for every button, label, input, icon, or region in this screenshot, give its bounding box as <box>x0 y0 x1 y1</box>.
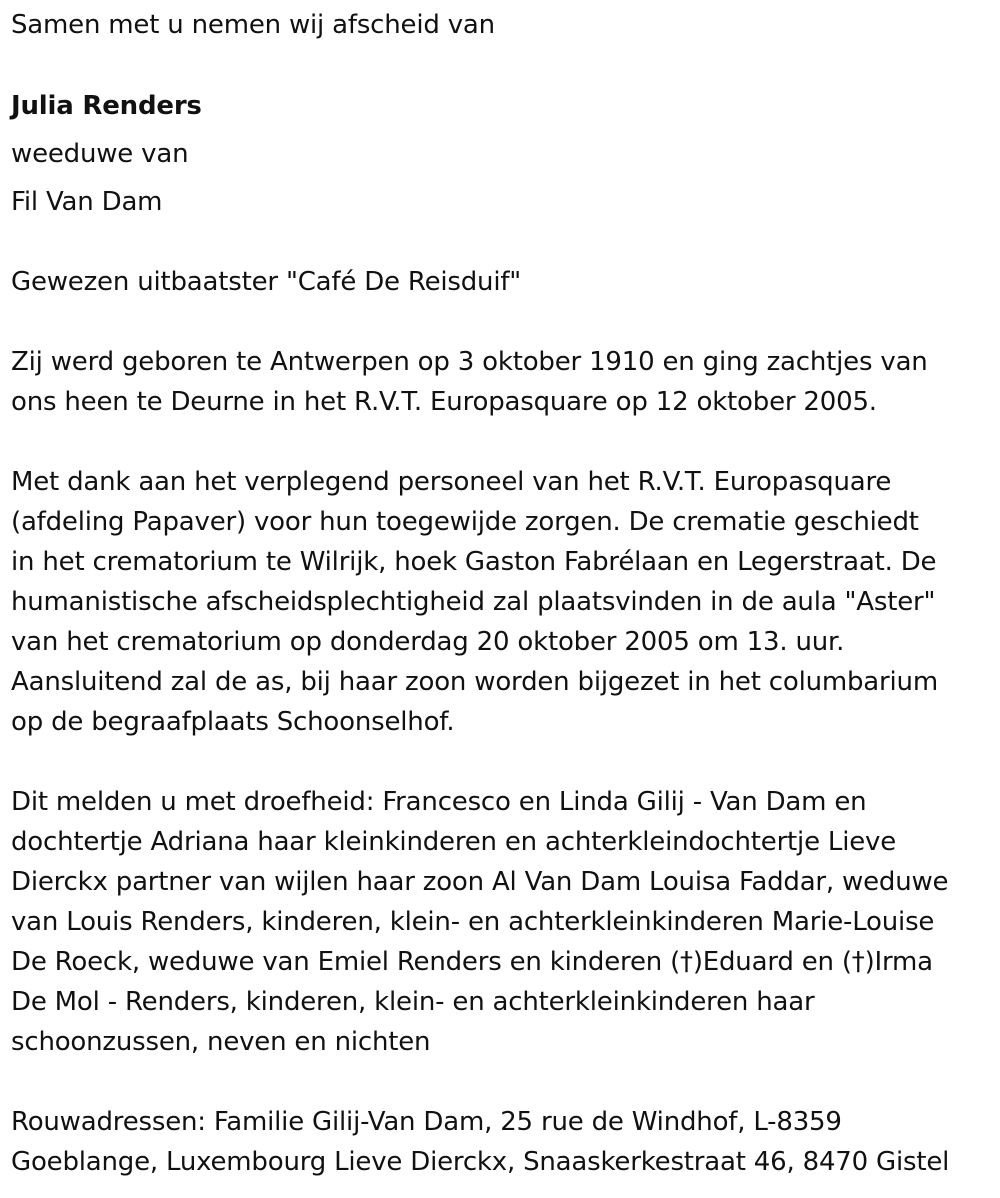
occupation-text: Gewezen uitbaatster "Café De Reisduif" <box>11 267 522 297</box>
mourners-line: Dierckx partner van wijlen haar zoon Al Van Dam Louisa Faddar, weduwe <box>11 867 949 897</box>
mourners-line: De Roeck, weduwe van Emiel Renders en kinderen (†)Eduard en (†)Irma <box>11 947 933 977</box>
birth-death-line: ons heen te Deurne in het R.V.T. Europasquare op 12 oktober 2005. <box>11 387 877 417</box>
ceremony-line: (afdeling Papaver) voor hun toegewijde zorgen. De crematie geschiedt <box>11 507 919 537</box>
mourners-line: dochtertje Adriana haar kleinkinderen en achterkleindochtertje Lieve <box>11 827 897 857</box>
ceremony-line: van het crematorium op donderdag 20 oktober 2005 om 13. uur. <box>11 627 845 657</box>
birth-death-line: Zij werd geboren te Antwerpen op 3 oktober 1910 en ging zachtjes van <box>11 347 928 377</box>
mourners-line: schoonzussen, neven en nichten <box>11 1027 431 1057</box>
ceremony-line: Aansluitend zal de as, bij haar zoon worden bijgezet in het columbarium <box>11 667 938 697</box>
mourners-line: De Mol - Renders, kinderen, klein- en achterkleinkinderen haar <box>11 987 815 1017</box>
address-line: Goeblange, Luxembourg Lieve Dierckx, Snaaskerkestraat 46, 8470 Gistel <box>11 1147 950 1177</box>
ceremony-line: op de begraafplaats Schoonselhof. <box>11 707 455 737</box>
widow-of-text: weeduwe van <box>11 139 189 169</box>
spouse-name: Fil Van Dam <box>11 187 163 217</box>
deceased-name: Julia Renders <box>11 91 202 121</box>
intro-text: Samen met u nemen wij afscheid van <box>11 10 495 40</box>
ceremony-line: humanistische afscheidsplechtigheid zal plaatsvinden in de aula "Aster" <box>11 587 936 617</box>
mourners-line: Dit melden u met droefheid: Francesco en Linda Gilij - Van Dam en <box>11 787 867 817</box>
ceremony-line: Met dank aan het verplegend personeel van het R.V.T. Europasquare <box>11 467 892 497</box>
ceremony-line: in het crematorium te Wilrijk, hoek Gaston Fabrélaan en Legerstraat. De <box>11 547 937 577</box>
mourners-line: van Louis Renders, kinderen, klein- en achterkleinkinderen Marie-Louise <box>11 907 935 937</box>
address-line: Rouwadressen: Familie Gilij-Van Dam, 25 rue de Windhof, L-8359 <box>11 1107 842 1137</box>
